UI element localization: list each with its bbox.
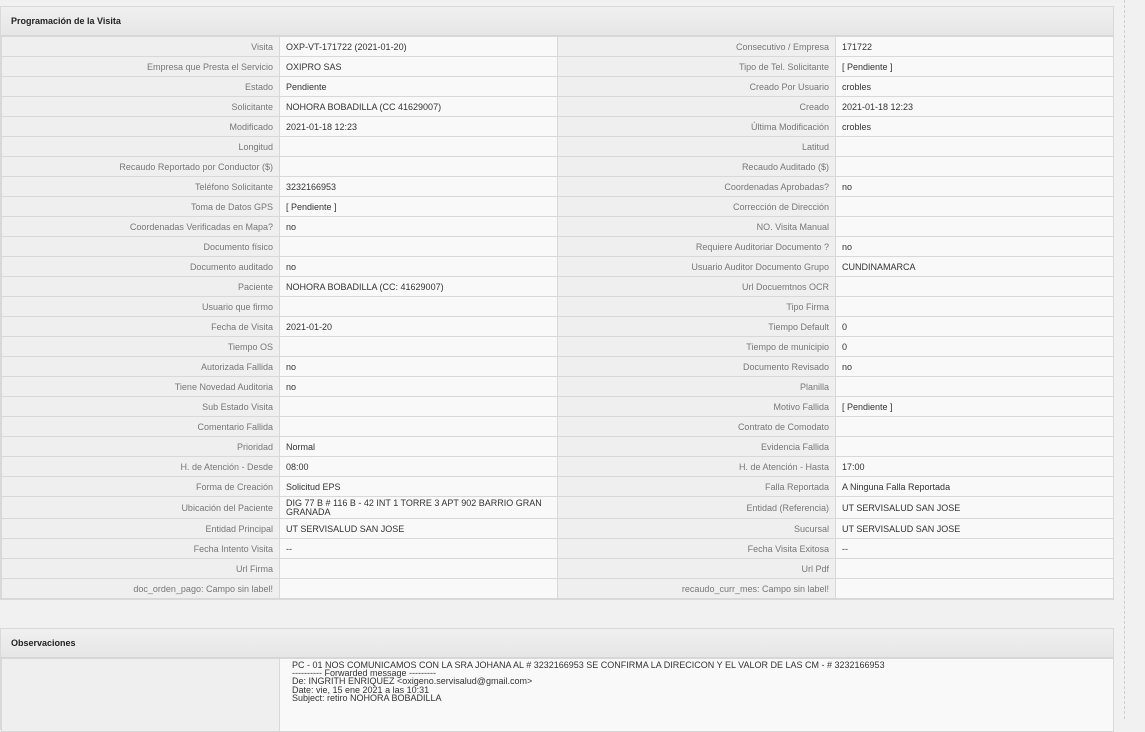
detail-row <box>2 237 1114 257</box>
detail-row <box>2 477 1114 497</box>
field-label: Tipo Firma <box>558 297 836 317</box>
field-label: Tiene Novedad Auditoria <box>2 377 280 397</box>
field-label: Usuario que firmo <box>2 297 280 317</box>
field-value: NOHORA BOBADILLA (CC: 41629007) <box>280 277 558 297</box>
observations-panel-title: Observaciones <box>1 629 1113 658</box>
detail-row <box>2 217 1114 237</box>
visit-programming-panel <box>0 6 1114 600</box>
field-label: Toma de Datos GPS <box>2 197 280 217</box>
field-label: Planilla <box>558 377 836 397</box>
field-label: Autorizada Fallida <box>2 357 280 377</box>
detail-row <box>2 297 1114 317</box>
field-label: Estado <box>2 77 280 97</box>
field-value: 0 <box>836 317 1114 337</box>
field-value: crobles <box>836 77 1114 97</box>
field-label: Requiere Auditoriar Documento ? <box>558 237 836 257</box>
field-label: Solicitante <box>2 97 280 117</box>
detail-row <box>2 417 1114 437</box>
field-value <box>836 277 1114 297</box>
field-label: Corrección de Dirección <box>558 197 836 217</box>
detail-row <box>2 337 1114 357</box>
field-value: UT SERVISALUD SAN JOSE <box>836 519 1114 539</box>
detail-row <box>2 197 1114 217</box>
field-label: Prioridad <box>2 437 280 457</box>
detail-row <box>2 377 1114 397</box>
detail-row <box>2 77 1114 97</box>
field-value: no <box>836 357 1114 377</box>
detail-row <box>2 397 1114 417</box>
observations-panel <box>0 628 1114 730</box>
field-value: [ Pendiente ] <box>836 57 1114 77</box>
field-value: no <box>280 357 558 377</box>
detail-row <box>2 277 1114 297</box>
field-value: A Ninguna Falla Reportada <box>836 477 1114 497</box>
field-label: Usuario Auditor Documento Grupo <box>558 257 836 277</box>
detail-row <box>2 317 1114 337</box>
field-value <box>280 237 558 257</box>
field-value: 2021-01-20 <box>280 317 558 337</box>
field-label: Documento Revisado <box>558 357 836 377</box>
detail-row <box>2 497 1114 519</box>
field-value: 171722 <box>836 37 1114 57</box>
field-value <box>836 579 1114 599</box>
observations-row <box>2 659 1114 732</box>
field-value: OXIPRO SAS <box>280 57 558 77</box>
field-label: Fecha de Visita <box>2 317 280 337</box>
field-value: Pendiente <box>280 77 558 97</box>
observations-table <box>1 658 1114 732</box>
field-value <box>836 137 1114 157</box>
field-value <box>280 337 558 357</box>
field-value <box>836 559 1114 579</box>
field-label: Creado Por Usuario <box>558 77 836 97</box>
field-value <box>836 437 1114 457</box>
field-label: Comentario Fallida <box>2 417 280 437</box>
field-label: Url Docuemtnos OCR <box>558 277 836 297</box>
field-value <box>280 157 558 177</box>
field-label: Tiempo OS <box>2 337 280 357</box>
field-label: Url Firma <box>2 559 280 579</box>
field-label: H. de Atención - Desde <box>2 457 280 477</box>
field-label: Teléfono Solicitante <box>2 177 280 197</box>
field-value: 2021-01-18 12:23 <box>280 117 558 137</box>
field-label: Coordenadas Verificadas en Mapa? <box>2 217 280 237</box>
field-value: UT SERVISALUD SAN JOSE <box>836 497 1114 519</box>
field-label: Documento auditado <box>2 257 280 277</box>
field-value: -- <box>280 539 558 559</box>
detail-row <box>2 539 1114 559</box>
observations-label <box>2 659 280 732</box>
field-value <box>280 397 558 417</box>
field-value: CUNDINAMARCA <box>836 257 1114 277</box>
detail-row <box>2 37 1114 57</box>
field-label: doc_orden_pago: Campo sin label! <box>2 579 280 599</box>
detail-row <box>2 57 1114 77</box>
field-label: Motivo Fallida <box>558 397 836 417</box>
field-label: Contrato de Comodato <box>558 417 836 437</box>
field-label: Latitud <box>558 137 836 157</box>
field-label: Tiempo de municipio <box>558 337 836 357</box>
detail-row <box>2 137 1114 157</box>
field-value <box>280 559 558 579</box>
field-label: Fecha Intento Visita <box>2 539 280 559</box>
field-value <box>836 217 1114 237</box>
field-value: no <box>836 177 1114 197</box>
field-value: UT SERVISALUD SAN JOSE <box>280 519 558 539</box>
field-value: [ Pendiente ] <box>836 397 1114 417</box>
field-value: 17:00 <box>836 457 1114 477</box>
field-value <box>836 417 1114 437</box>
field-label: Entidad (Referencia) <box>558 497 836 519</box>
detail-row <box>2 437 1114 457</box>
detail-row <box>2 117 1114 137</box>
field-value: no <box>836 237 1114 257</box>
field-value: 08:00 <box>280 457 558 477</box>
field-label: recaudo_curr_mes: Campo sin label! <box>558 579 836 599</box>
field-label: Forma de Creación <box>2 477 280 497</box>
field-value <box>836 157 1114 177</box>
field-label: Sub Estado Visita <box>2 397 280 417</box>
field-label: Longitud <box>2 137 280 157</box>
field-value: Normal <box>280 437 558 457</box>
observations-text: PC - 01 NOS COMUNICAMOS CON LA SRA JOHANA AL # 3232166953 SE CONFIRMA LA DIRECICON Y EL VALOR DE LAS CM - # 3232166953 ---------- Forwarded message --------- De: INGRITH ENRIQUEZ <oxigeno.servisalud@gmail.com> Date: vie, 15 ene 2021 a las 10:31 Subject: retiro NOHORA BOBADILLA <box>280 659 1114 732</box>
field-label: Coordenadas Aprobadas? <box>558 177 836 197</box>
field-value: OXP-VT-171722 (2021-01-20) <box>280 37 558 57</box>
visit-panel-title: Programación de la Visita <box>1 7 1113 36</box>
detail-row <box>2 157 1114 177</box>
field-label: Entidad Principal <box>2 519 280 539</box>
detail-row <box>2 457 1114 477</box>
detail-row <box>2 559 1114 579</box>
field-value: 2021-01-18 12:23 <box>836 97 1114 117</box>
field-label: Creado <box>558 97 836 117</box>
field-label: Empresa que Presta el Servicio <box>2 57 280 77</box>
detail-row <box>2 357 1114 377</box>
field-label: Consecutivo / Empresa <box>558 37 836 57</box>
field-label: Tipo de Tel. Solicitante <box>558 57 836 77</box>
field-value: crobles <box>836 117 1114 137</box>
field-label: Modificado <box>2 117 280 137</box>
detail-row <box>2 579 1114 599</box>
field-value <box>280 579 558 599</box>
field-value <box>836 297 1114 317</box>
field-label: Visita <box>2 37 280 57</box>
field-label: H. de Atención - Hasta <box>558 457 836 477</box>
field-value: no <box>280 377 558 397</box>
field-label: Tiempo Default <box>558 317 836 337</box>
detail-row <box>2 97 1114 117</box>
field-value: no <box>280 217 558 237</box>
field-value: DIG 77 B # 116 B - 42 INT 1 TORRE 3 APT 902 BARRIO GRAN GRANADA <box>280 497 558 519</box>
field-label: Recaudo Auditado ($) <box>558 157 836 177</box>
visit-details-table <box>1 36 1114 599</box>
field-value: 3232166953 <box>280 177 558 197</box>
field-value <box>280 297 558 317</box>
field-value: -- <box>836 539 1114 559</box>
field-label: Paciente <box>2 277 280 297</box>
field-value <box>836 377 1114 397</box>
field-value: [ Pendiente ] <box>280 197 558 217</box>
field-label: Fecha Visita Exitosa <box>558 539 836 559</box>
scroll-guide-line <box>1124 0 1125 719</box>
detail-row <box>2 519 1114 539</box>
field-label: Ubicación del Paciente <box>2 497 280 519</box>
field-value: 0 <box>836 337 1114 357</box>
field-value <box>836 197 1114 217</box>
field-value: no <box>280 257 558 277</box>
field-label: Última Modificación <box>558 117 836 137</box>
field-label: Recaudo Reportado por Conductor ($) <box>2 157 280 177</box>
field-label: NO. Visita Manual <box>558 217 836 237</box>
field-label: Evidencia Fallida <box>558 437 836 457</box>
detail-row <box>2 177 1114 197</box>
field-value <box>280 137 558 157</box>
field-value: Solicitud EPS <box>280 477 558 497</box>
field-value: NOHORA BOBADILLA (CC 41629007) <box>280 97 558 117</box>
field-label: Falla Reportada <box>558 477 836 497</box>
field-label: Sucursal <box>558 519 836 539</box>
detail-row <box>2 257 1114 277</box>
field-label: Url Pdf <box>558 559 836 579</box>
field-label: Documento físico <box>2 237 280 257</box>
field-value <box>280 417 558 437</box>
